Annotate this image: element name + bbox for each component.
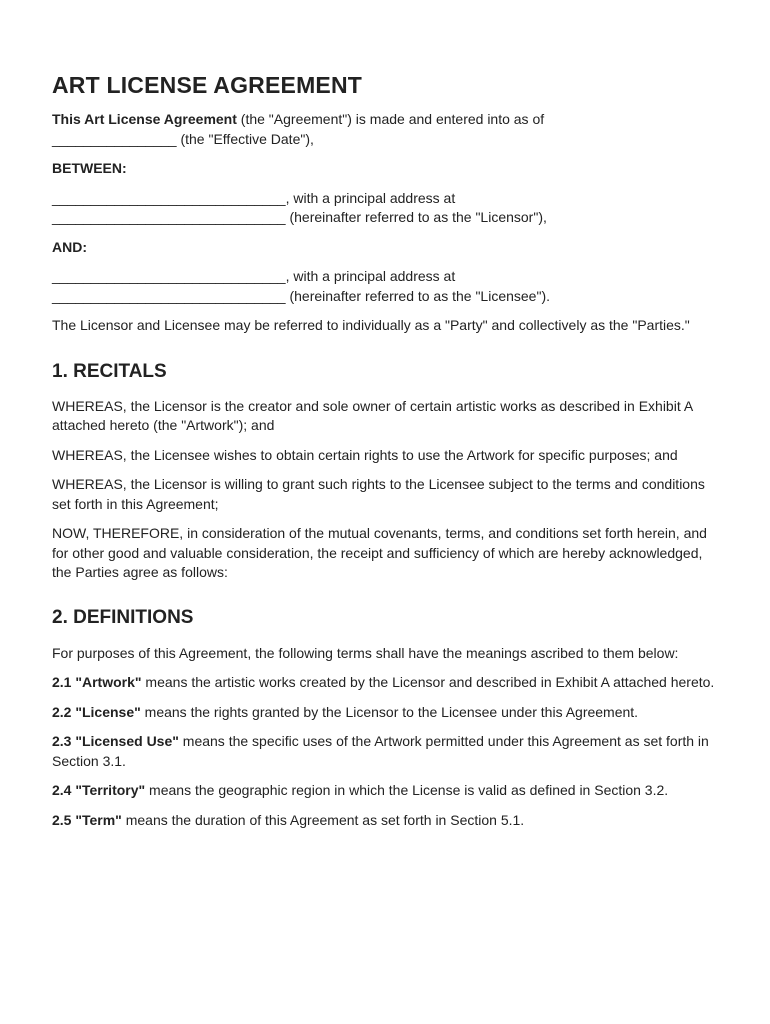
and-label: AND: <box>52 238 87 255</box>
parties-paragraph: The Licensor and Licensee may be referred to individually as a "Party" and collectively as the "Parties." <box>52 317 690 333</box>
now-therefore-paragraph: NOW, THEREFORE, in consideration of the mutual covenants, terms, and conditions set forth herein, and for other good and valuable consideration, the receipt and sufficiency of which are hereby acknowledged, the Parties agree as follows: <box>52 525 707 580</box>
definition-item <box>52 781 718 801</box>
definitions-intro: For purposes of this Agreement, the following terms shall have the meanings ascribed to them below: <box>52 644 679 661</box>
licensor-block <box>52 189 718 228</box>
licensor-address-line: ______________________________ (hereinafter referred to as the "Licensor"), <box>52 209 547 225</box>
definition-item <box>52 673 718 693</box>
recital-paragraph: WHEREAS, the Licensor is willing to grant such rights to the Licensee subject to the terms and conditions set forth in this Agreement; <box>52 476 705 512</box>
recital-paragraph: WHEREAS, the Licensor is the creator and sole owner of certain artistic works as described in Exhibit A attached hereto (the "Artwork"); and <box>52 397 693 433</box>
licensee-block <box>52 267 718 306</box>
between-label: BETWEEN: <box>52 160 127 176</box>
definition-term: 2.3 "Licensed Use" <box>52 733 179 749</box>
agreement-name: This Art License Agreement <box>52 111 237 127</box>
recital-paragraph: WHEREAS, the Licensee wishes to obtain certain rights to use the Artwork for specific purposes; and <box>52 446 678 463</box>
definition-text: means the artistic works created by the Licensor and described in Exhibit A attached hereto. <box>141 674 715 690</box>
recitals-heading: 1. RECITALS <box>52 360 167 382</box>
intro-line1: (the "Agreement") is made and entered into as of <box>236 111 545 127</box>
definition-term: 2.4 "Territory" <box>52 782 146 798</box>
licensee-address-line: ______________________________ (hereinafter referred to as the "Licensee"). <box>52 287 550 304</box>
licensee-name-line: ______________________________, with a principal address at <box>52 268 456 284</box>
definition-item <box>52 732 718 771</box>
definitions-heading: 2. DEFINITIONS <box>52 606 194 628</box>
definition-term: 2.1 "Artwork" <box>52 674 142 690</box>
definition-text: means the duration of this Agreement as set forth in Section 5.1. <box>121 811 525 828</box>
definition-text: means the geographic region in which the License is valid as defined in Section 3.2. <box>145 782 669 798</box>
definition-text: means the specific uses of the Artwork permitted under this Agreement as set forth in Section 3.1. <box>52 733 709 769</box>
document-title: ART LICENSE AGREEMENT <box>52 72 363 98</box>
definition-text: means the rights granted by the Licensor to the Licensee under this Agreement. <box>140 703 639 720</box>
definition-term: 2.2 "License" <box>52 703 141 720</box>
definition-item <box>52 703 718 723</box>
licensor-name-line: ______________________________, with a principal address at <box>52 189 456 206</box>
definition-item <box>52 811 718 831</box>
definition-term: 2.5 "Term" <box>52 811 122 828</box>
effective-date-line: ________________ (the "Effective Date"), <box>52 130 314 147</box>
intro-paragraph <box>52 110 718 149</box>
